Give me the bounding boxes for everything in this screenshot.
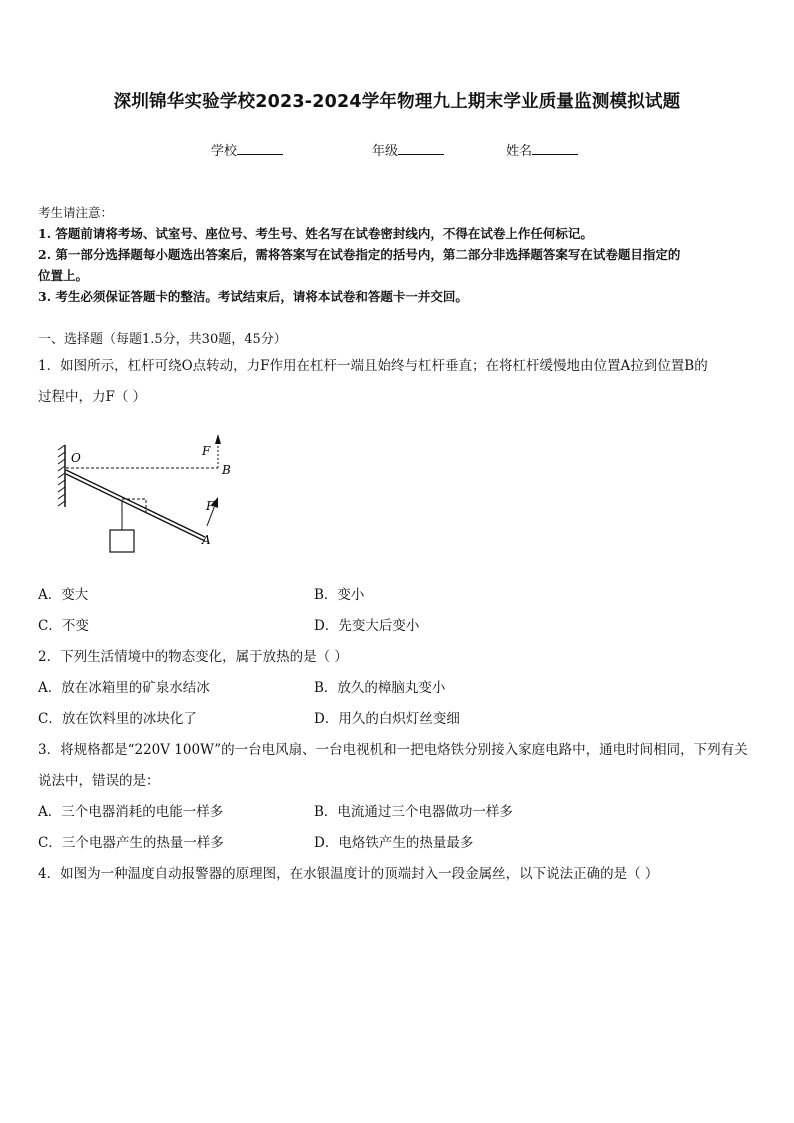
school-field: [211, 140, 283, 159]
page-title: 深圳锦华实验学校2023-2024学年物理九上期末学业质量监测模拟试题: [113, 92, 681, 112]
name-field: [506, 140, 578, 159]
label-f-b: F: [202, 444, 211, 458]
lever-bar-top: [66, 470, 205, 537]
q2-option-c: C．放在饮料里的冰块化了: [38, 711, 197, 727]
q3-option-a: A．三个电器消耗的电能一样多: [38, 804, 224, 820]
q2-option-b: B．放久的樟脑丸变小: [314, 680, 446, 696]
lever-diagram: [55, 430, 245, 560]
question-3-line-1: 3．将规格都是“220V 100W”的一台电风扇、一台电视机和一把电烙铁分别接入家庭电路中，通电时间相同，下列有关: [38, 742, 748, 758]
weight-block: [110, 530, 134, 552]
q1-option-c: C．不变: [38, 618, 89, 634]
notice-item-3: 3. 考生必须保证答题卡的整洁。考试结束后，请将本试卷和答题卡一并交回。: [38, 289, 468, 304]
force-arrow-b: [215, 434, 221, 444]
q3-option-d: D．电烙铁产生的热量最多: [314, 835, 474, 851]
q2-option-d: D．用久的白炽灯丝变细: [314, 711, 460, 727]
grade-field: [372, 140, 444, 159]
name-blank: [532, 142, 578, 155]
question-3-line-2: 说法中，错误的是：: [38, 773, 160, 789]
question-1-line-2: 过程中，力F（ ）: [38, 389, 147, 405]
notice-item-1: 1. 答题前请将考场、试室号、座位号、考生号、姓名写在试卷密封线内，不得在试卷上作任何标记。: [38, 226, 593, 241]
label-f-a: F: [206, 499, 215, 513]
name-label: 姓名: [506, 144, 533, 159]
school-blank: [237, 142, 283, 155]
q3-option-b: B．电流通过三个电器做功一样多: [314, 804, 513, 820]
label-o: O: [71, 451, 81, 465]
q1-option-b: B．变小: [314, 587, 365, 603]
lever-bar-bottom: [66, 474, 205, 541]
q1-option-a: A．变大: [38, 587, 89, 603]
grade-label: 年级: [372, 144, 399, 159]
q3-option-c: C．三个电器产生的热量一样多: [38, 835, 224, 851]
label-b: B: [222, 463, 231, 477]
grade-blank: [398, 142, 444, 155]
question-4-line-1: 4．如图为一种温度自动报警器的原理图，在水银温度计的顶端封入一段金属丝，以下说法正确的是（ ）: [38, 866, 659, 882]
school-label: 学校: [211, 144, 238, 159]
question-1-line-1: 1．如图所示，杠杆可绕O点转动，力F作用在杠杆一端且始终与杠杆垂直；在将杠杆缓慢地由位置A拉到位置B的: [38, 358, 708, 374]
wall: [58, 445, 65, 507]
question-2-line-1: 2．下列生活情境中的物态变化，属于放热的是（ ）: [38, 649, 348, 665]
notice-heading: 考生请注意：: [38, 205, 114, 220]
label-a: A: [202, 533, 211, 547]
q2-option-a: A．放在冰箱里的矿泉水结冰: [38, 680, 210, 696]
notice-item-2: 2. 第一部分选择题每小题选出答案后，需将答案写在试卷指定的括号内，第二部分非选择题答案写在试卷题目指定的: [38, 247, 681, 262]
notice-item-2-cont: 位置上。: [38, 268, 89, 283]
section-heading: 一、选择题（每题1.5分，共30题，45分）: [38, 332, 287, 347]
q1-option-d: D．先变大后变小: [314, 618, 420, 634]
